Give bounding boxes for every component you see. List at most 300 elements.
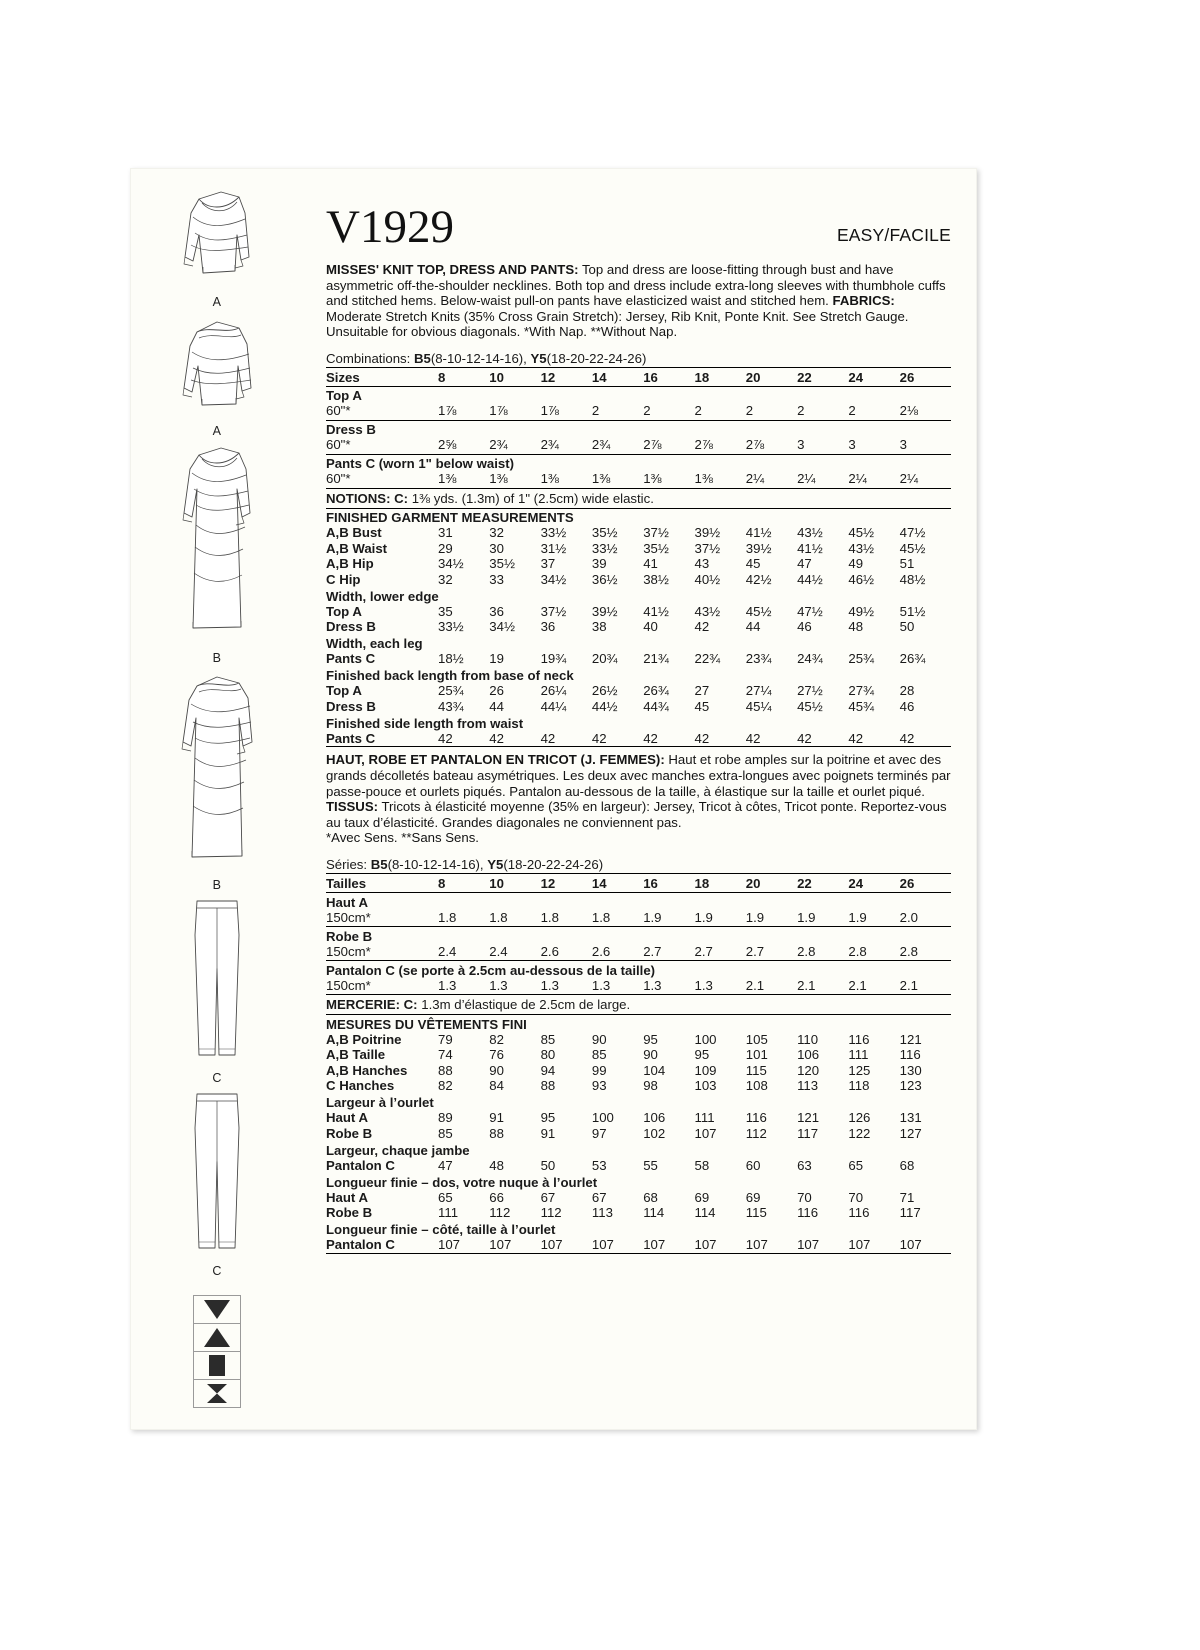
measurement-value: 111 xyxy=(694,1110,715,1126)
measurement-value: 42 xyxy=(489,730,504,746)
measurement-value: 113 xyxy=(591,1205,613,1221)
measurement-value: 36½ xyxy=(591,571,618,587)
combination-y5-en: Y5 xyxy=(530,350,547,366)
yardage-value: 2.1 xyxy=(848,977,867,993)
finished-measurements-header-row xyxy=(326,1015,951,1032)
measurement-value: 45½ xyxy=(745,603,772,619)
measurement-value: 26¾ xyxy=(899,651,926,667)
yardage-values-row xyxy=(326,944,951,961)
measurement-value: 49 xyxy=(848,556,864,572)
measurement-label: A,B Waist xyxy=(326,540,388,556)
yardage-value: 2.6 xyxy=(591,943,611,959)
measurement-value: 89 xyxy=(438,1110,453,1126)
dress-back-drawing xyxy=(169,668,265,878)
measurement-value: 106 xyxy=(643,1110,666,1126)
measurement-label: Dress B xyxy=(326,698,376,714)
measurement-value: 26 xyxy=(489,683,504,699)
notions-text: NOTIONS: C: 1⅜ yds. (1.3m) of 1" (2.5cm) wide elastic. xyxy=(326,488,951,508)
measurement-value: 42½ xyxy=(745,571,772,587)
measurement-value: 22¾ xyxy=(694,651,721,667)
table-bottom-rule xyxy=(326,747,951,751)
measurement-value: 65 xyxy=(438,1189,453,1205)
illustration-label: B xyxy=(212,878,222,892)
measurement-value: 26¼ xyxy=(540,683,567,699)
yardage-value: 2⅞ xyxy=(745,437,765,453)
measurement-value: 123 xyxy=(899,1078,922,1094)
measurement-row xyxy=(326,556,951,572)
fabric-layout-symbol-key xyxy=(193,1295,241,1408)
measurement-value: 35 xyxy=(438,603,453,619)
yardage-value: 2 xyxy=(745,403,754,419)
measurement-section-label: Largeur, chaque jambe xyxy=(326,1142,470,1158)
measurement-value: 43¾ xyxy=(438,698,464,714)
illustration-label: A xyxy=(212,295,222,309)
measurement-value: 82 xyxy=(489,1031,504,1047)
description-french-title: HAUT, ROBE ET PANTALON EN TRICOT (J. FEMMES): xyxy=(326,752,665,768)
measurement-section-label: Width, lower edge xyxy=(326,588,439,604)
measurement-value: 111 xyxy=(438,1205,459,1221)
size-chart-english-body xyxy=(326,367,951,750)
measurement-value: 107 xyxy=(540,1237,563,1253)
measurement-value: 51 xyxy=(899,556,915,572)
measurement-value: 116 xyxy=(848,1205,870,1221)
yardage-values-row xyxy=(326,978,951,995)
fabric-width-label: 60"* xyxy=(326,437,351,453)
measurement-value: 110 xyxy=(797,1031,819,1047)
measurement-value: 112 xyxy=(540,1205,562,1221)
nap-note-french: *Avec Sens. **Sans Sens. xyxy=(326,830,479,846)
yardage-value: 2.1 xyxy=(899,977,919,993)
measurement-value: 126 xyxy=(848,1110,871,1126)
measurement-value: 67 xyxy=(591,1189,607,1205)
measurement-row xyxy=(326,1190,951,1206)
notions-label: NOTIONS: C: xyxy=(326,490,409,506)
measurement-label: C Hip xyxy=(326,571,361,587)
measurement-value: 55 xyxy=(643,1157,658,1173)
measurement-value: 46 xyxy=(797,619,812,635)
measurement-value: 33½ xyxy=(540,525,567,541)
measurement-value: 37½ xyxy=(694,540,721,556)
measurement-value: 107 xyxy=(848,1237,871,1253)
yardage-value: 1.9 xyxy=(694,909,713,925)
measurement-value: 45½ xyxy=(797,698,823,714)
measurement-value: 42 xyxy=(899,730,915,746)
measurement-value: 33½ xyxy=(591,540,618,556)
finished-measurements-header-row xyxy=(326,508,951,525)
description-english-title: MISSES' KNIT TOP, DRESS AND PANTS: xyxy=(326,262,579,277)
fabrics-label-english: FABRICS: xyxy=(832,293,895,309)
measurement-value: 50 xyxy=(540,1157,556,1173)
measurement-value: 45 xyxy=(694,698,710,714)
yardage-value: 1.9 xyxy=(797,909,816,925)
measurement-value: 37½ xyxy=(540,603,567,619)
column-header-size-10: 10 xyxy=(489,874,540,893)
combinations-english xyxy=(326,351,951,367)
measurement-row xyxy=(326,572,951,588)
measurement-label: A,B Hip xyxy=(326,556,374,572)
measurement-section-row xyxy=(326,1141,951,1158)
measurement-value: 41½ xyxy=(797,540,823,556)
measurement-row xyxy=(326,651,951,667)
yardage-value: 1.9 xyxy=(848,909,867,925)
triangle-down-icon xyxy=(204,1300,230,1319)
measurement-value: 20¾ xyxy=(591,651,618,667)
combination-b5-en: B5 xyxy=(413,350,431,366)
yardage-value: 2.8 xyxy=(899,943,919,959)
measurement-value: 68 xyxy=(899,1157,915,1173)
measurement-value: 34½ xyxy=(489,619,515,635)
measurement-value: 85 xyxy=(540,1031,556,1047)
measurement-value: 27 xyxy=(694,683,710,699)
measurement-value: 19 xyxy=(489,651,504,667)
measurement-section-label: Largeur à l’ourlet xyxy=(326,1095,434,1111)
measurement-value: 29 xyxy=(438,540,453,556)
measurement-value: 88 xyxy=(438,1062,453,1078)
fabric-width-label: 150cm* xyxy=(326,909,371,925)
measurement-value: 131 xyxy=(899,1110,922,1126)
column-header-size-18: 18 xyxy=(694,874,745,893)
measurement-value: 42 xyxy=(438,730,453,746)
yardage-value: 1.9 xyxy=(643,909,662,925)
measurement-label: Pants C xyxy=(326,730,376,746)
measurement-label: Dress B xyxy=(326,619,376,635)
measurement-value: 107 xyxy=(489,1237,512,1253)
measurement-value: 107 xyxy=(745,1237,768,1253)
yardage-value: 2⅞ xyxy=(694,437,713,453)
measurement-value: 42 xyxy=(540,730,556,746)
fabric-width-label: 150cm* xyxy=(326,977,371,993)
measurement-value: 44½ xyxy=(797,571,823,587)
measurement-value: 91 xyxy=(489,1110,504,1126)
table-bottom-rule-row xyxy=(326,747,951,751)
measurement-value: 99 xyxy=(591,1062,607,1078)
measurement-value: 40½ xyxy=(694,571,721,587)
notions-row xyxy=(326,995,951,1015)
description-french xyxy=(326,752,951,846)
yardage-value: 1.3 xyxy=(694,977,713,993)
measurement-value: 41½ xyxy=(745,525,772,541)
finished-measurements-header: FINISHED GARMENT MEASUREMENTS xyxy=(326,508,951,525)
measurement-value: 41½ xyxy=(643,603,669,619)
measurement-value: 34½ xyxy=(438,556,464,572)
yardage-value: 2 xyxy=(797,403,805,419)
measurement-row xyxy=(326,731,951,747)
measurement-section-row xyxy=(326,714,951,731)
column-header-size-12: 12 xyxy=(541,367,592,386)
measurement-value: 118 xyxy=(848,1078,870,1094)
combination-b5-sizes-en: (8-10-12-14-16), xyxy=(430,350,531,366)
description-french-body: Haut et robe amples sur la poitrine et avec des grands décolletés bateau asymétriques. Les deux avec manches extra-longues avec poignets terminés par passe-pouce et ourlets piqués. Pantalon au-dessous de la taille, à élastique sur la taille et ourlet piqué. xyxy=(326,752,951,799)
measurement-value: 44¾ xyxy=(643,698,669,714)
yardage-values-row xyxy=(326,471,951,488)
measurement-value: 121 xyxy=(899,1031,922,1047)
yardage-value: 2 xyxy=(591,403,600,419)
measurement-value: 24¾ xyxy=(797,651,823,667)
yardage-value: 1.3 xyxy=(489,977,508,993)
dress-front-drawing xyxy=(169,441,265,651)
measurement-value: 68 xyxy=(643,1189,658,1205)
yardage-group-row xyxy=(326,386,951,403)
measurement-label: Pantalon C xyxy=(326,1157,395,1173)
yardage-value: 1.8 xyxy=(489,909,508,925)
yardage-value: 1⅜ xyxy=(540,471,559,487)
measurement-label: Robe B xyxy=(326,1205,373,1221)
measurement-value: 43½ xyxy=(797,525,823,541)
yardage-value: 2.8 xyxy=(797,943,816,959)
measurement-section-label: Finished side length from waist xyxy=(326,715,524,731)
measurement-row xyxy=(326,1237,951,1253)
yardage-value: 2.4 xyxy=(438,943,457,959)
yardage-value: 2 xyxy=(848,403,856,419)
measurement-row xyxy=(326,604,951,620)
notions-text: MERCERIE: C: 1.3m d’élastique de 2.5cm de large. xyxy=(326,995,951,1015)
measurement-label: Top A xyxy=(326,603,362,619)
measurement-label: C Hanches xyxy=(326,1078,395,1094)
combination-b5-sizes-fr: (8-10-12-14-16), xyxy=(387,857,488,873)
measurement-section-row xyxy=(326,587,951,604)
yardage-value: 2¼ xyxy=(848,471,867,487)
yardage-value: 2¼ xyxy=(797,471,816,487)
measurement-value: 125 xyxy=(848,1062,871,1078)
measurement-value: 45¾ xyxy=(848,698,875,714)
yardage-value: 1⅜ xyxy=(643,471,662,487)
yardage-value: 2.7 xyxy=(643,943,662,959)
column-header-size-12: 12 xyxy=(541,874,592,893)
pants-back-drawing xyxy=(169,1088,265,1264)
yardage-value: 2.0 xyxy=(899,909,919,925)
yardage-group-label: Pantalon C (se porte à 2.5cm au-dessous de la taille) xyxy=(326,961,951,978)
yardage-value: 1.3 xyxy=(438,977,457,993)
yardage-group-label: Robe B xyxy=(326,927,951,944)
measurement-value: 33½ xyxy=(438,619,464,635)
measurement-value: 85 xyxy=(438,1125,453,1141)
measurement-value: 93 xyxy=(591,1078,607,1094)
yardage-value: 1⅜ xyxy=(694,471,713,487)
yardage-value: 1.8 xyxy=(591,909,611,925)
column-header-label: Tailles xyxy=(326,874,438,893)
measurement-value: 116 xyxy=(848,1031,870,1047)
column-header-size-14: 14 xyxy=(592,367,643,386)
measurement-value: 121 xyxy=(797,1110,820,1126)
measurement-section-row xyxy=(326,1173,951,1190)
measurement-value: 42 xyxy=(694,730,710,746)
measurement-value: 45 xyxy=(745,556,761,572)
measurement-value: 42 xyxy=(591,730,607,746)
yardage-group-row xyxy=(326,454,951,471)
measurement-row xyxy=(326,1158,951,1174)
yardage-value: 1⅜ xyxy=(438,471,457,487)
measurement-value: 102 xyxy=(643,1125,666,1141)
measurement-value: 104 xyxy=(643,1062,666,1078)
measurement-value: 36 xyxy=(540,619,556,635)
yardage-group-row xyxy=(326,927,951,944)
measurement-row xyxy=(326,1063,951,1079)
measurement-value: 38½ xyxy=(643,571,669,587)
top-front-drawing xyxy=(169,183,265,295)
measurement-label: A,B Bust xyxy=(326,525,382,541)
illustration-label: C xyxy=(212,1071,222,1085)
measurement-label: A,B Hanches xyxy=(326,1062,408,1078)
yardage-group-row xyxy=(326,420,951,437)
measurement-value: 114 xyxy=(694,1205,716,1221)
measurement-value: 42 xyxy=(745,730,761,746)
measurement-value: 48½ xyxy=(899,571,926,587)
yardage-group-row xyxy=(326,893,951,910)
measurement-value: 44¼ xyxy=(540,698,567,714)
measurement-value: 95 xyxy=(694,1047,710,1063)
measurement-value: 107 xyxy=(438,1237,461,1253)
measurement-value: 26½ xyxy=(591,683,618,699)
symbol-cell-triangle-up xyxy=(194,1324,240,1352)
column-header-size-16: 16 xyxy=(643,874,694,893)
triangle-up-icon xyxy=(204,1328,230,1347)
measurement-value: 27¼ xyxy=(745,683,772,699)
measurement-row xyxy=(326,541,951,557)
measurement-value: 98 xyxy=(643,1078,658,1094)
measurement-value: 66 xyxy=(489,1189,504,1205)
symbol-cell-triangle-down xyxy=(194,1296,240,1324)
measurement-section-row xyxy=(326,1094,951,1111)
measurement-value: 95 xyxy=(540,1110,556,1126)
measurement-value: 47½ xyxy=(797,603,823,619)
yardage-value: 2.1 xyxy=(745,977,765,993)
yardage-value: 2 xyxy=(694,403,702,419)
yardage-value: 2¾ xyxy=(591,437,611,453)
measurement-value: 21¾ xyxy=(643,651,669,667)
combinations-french xyxy=(326,857,951,873)
yardage-value: 2 xyxy=(643,403,651,419)
column-header-size-10: 10 xyxy=(489,367,540,386)
difficulty-badge: EASY/FACILE xyxy=(836,225,951,245)
measurement-value: 79 xyxy=(438,1031,453,1047)
measurement-value: 45½ xyxy=(848,525,875,541)
measurement-value: 37 xyxy=(540,556,556,572)
measurement-value: 116 xyxy=(797,1205,819,1221)
measurement-value: 44 xyxy=(489,698,504,714)
measurement-label: Haut A xyxy=(326,1189,369,1205)
measurement-value: 41 xyxy=(643,556,658,572)
measurement-value: 37½ xyxy=(643,525,669,541)
measurement-row xyxy=(326,1032,951,1048)
illustration-top-front xyxy=(161,183,273,310)
measurement-value: 107 xyxy=(643,1237,666,1253)
yardage-value: 2.7 xyxy=(694,943,713,959)
measurement-value: 90 xyxy=(489,1062,504,1078)
measurement-value: 31 xyxy=(438,525,453,541)
measurement-value: 38 xyxy=(591,619,607,635)
measurement-value: 23¾ xyxy=(745,651,772,667)
description-english xyxy=(326,262,951,340)
measurement-value: 111 xyxy=(848,1047,869,1063)
measurement-value: 90 xyxy=(591,1031,607,1047)
measurement-value: 69 xyxy=(694,1189,710,1205)
combination-b5-fr: B5 xyxy=(370,857,388,873)
measurement-value: 88 xyxy=(540,1078,556,1094)
measurement-value: 63 xyxy=(797,1157,812,1173)
measurement-row xyxy=(326,1078,951,1094)
measurement-value: 69 xyxy=(745,1189,761,1205)
yardage-value: 1.8 xyxy=(438,909,457,925)
measurement-value: 35½ xyxy=(591,525,618,541)
column-header-size-8: 8 xyxy=(438,367,489,386)
measurement-value: 26¾ xyxy=(643,683,669,699)
table-bottom-rule-row xyxy=(326,1253,951,1257)
column-header-size-14: 14 xyxy=(592,874,643,893)
column-header-size-20: 20 xyxy=(746,874,797,893)
measurement-value: 43½ xyxy=(848,540,875,556)
measurement-value: 113 xyxy=(797,1078,819,1094)
illustration-pants-front xyxy=(161,895,273,1086)
table-header-row xyxy=(326,367,951,386)
measurement-value: 39½ xyxy=(591,603,618,619)
measurement-value: 27¾ xyxy=(848,683,875,699)
measurement-section-label: Width, each leg xyxy=(326,636,423,652)
size-chart-french-body xyxy=(326,874,951,1257)
measurement-row xyxy=(326,1126,951,1142)
measurement-value: 107 xyxy=(899,1237,922,1253)
measurement-value: 100 xyxy=(591,1110,614,1126)
yardage-value: 3 xyxy=(848,437,856,453)
measurement-value: 31½ xyxy=(540,540,567,556)
top-back-drawing xyxy=(169,312,265,424)
illustration-label: C xyxy=(212,1264,222,1278)
measurement-value: 80 xyxy=(540,1047,556,1063)
measurement-row xyxy=(326,1047,951,1063)
measurement-value: 34½ xyxy=(540,571,567,587)
measurement-value: 108 xyxy=(745,1078,768,1094)
yardage-value: 2⅞ xyxy=(643,437,662,453)
measurement-value: 82 xyxy=(438,1078,453,1094)
yardage-group-row xyxy=(326,961,951,978)
yardage-value: 1⅜ xyxy=(489,471,508,487)
measurement-value: 94 xyxy=(540,1062,556,1078)
illustration-label: A xyxy=(212,424,222,438)
combinations-label-en: Combinations: xyxy=(326,350,414,366)
measurement-value: 122 xyxy=(848,1125,871,1141)
measurement-value: 114 xyxy=(643,1205,665,1221)
measurement-value: 115 xyxy=(745,1062,767,1078)
column-header-size-16: 16 xyxy=(643,367,694,386)
measurement-value: 19¾ xyxy=(540,651,567,667)
symbol-cell-solid-bar xyxy=(194,1352,240,1380)
yardage-group-label: Top A xyxy=(326,386,951,403)
measurement-value: 116 xyxy=(899,1047,921,1063)
column-header-size-24: 24 xyxy=(848,367,899,386)
measurement-value: 91 xyxy=(540,1125,556,1141)
yardage-value: 2.1 xyxy=(797,977,816,993)
measurement-value: 43 xyxy=(694,556,710,572)
yardage-values-row xyxy=(326,403,951,420)
measurement-value: 39½ xyxy=(745,540,772,556)
combination-y5-sizes-fr: (18-20-22-24-26) xyxy=(503,857,604,873)
measurement-row xyxy=(326,1110,951,1126)
yardage-value: 1⅞ xyxy=(438,403,457,419)
measurement-section-row xyxy=(326,1221,951,1238)
measurement-value: 49½ xyxy=(848,603,875,619)
measurement-value: 33 xyxy=(489,571,504,587)
yardage-value: 1⅞ xyxy=(489,403,508,419)
yardage-value: 2¾ xyxy=(489,437,508,453)
measurement-value: 46 xyxy=(899,698,915,714)
measurement-value: 42 xyxy=(694,619,710,635)
measurement-value: 58 xyxy=(694,1157,710,1173)
fabrics-label-french: TISSUS: xyxy=(326,799,379,815)
measurement-value: 67 xyxy=(540,1189,556,1205)
yardage-value: 1.3 xyxy=(643,977,662,993)
measurement-value: 44½ xyxy=(591,698,618,714)
column-header-label: Sizes xyxy=(326,367,438,386)
measurement-value: 112 xyxy=(745,1125,767,1141)
